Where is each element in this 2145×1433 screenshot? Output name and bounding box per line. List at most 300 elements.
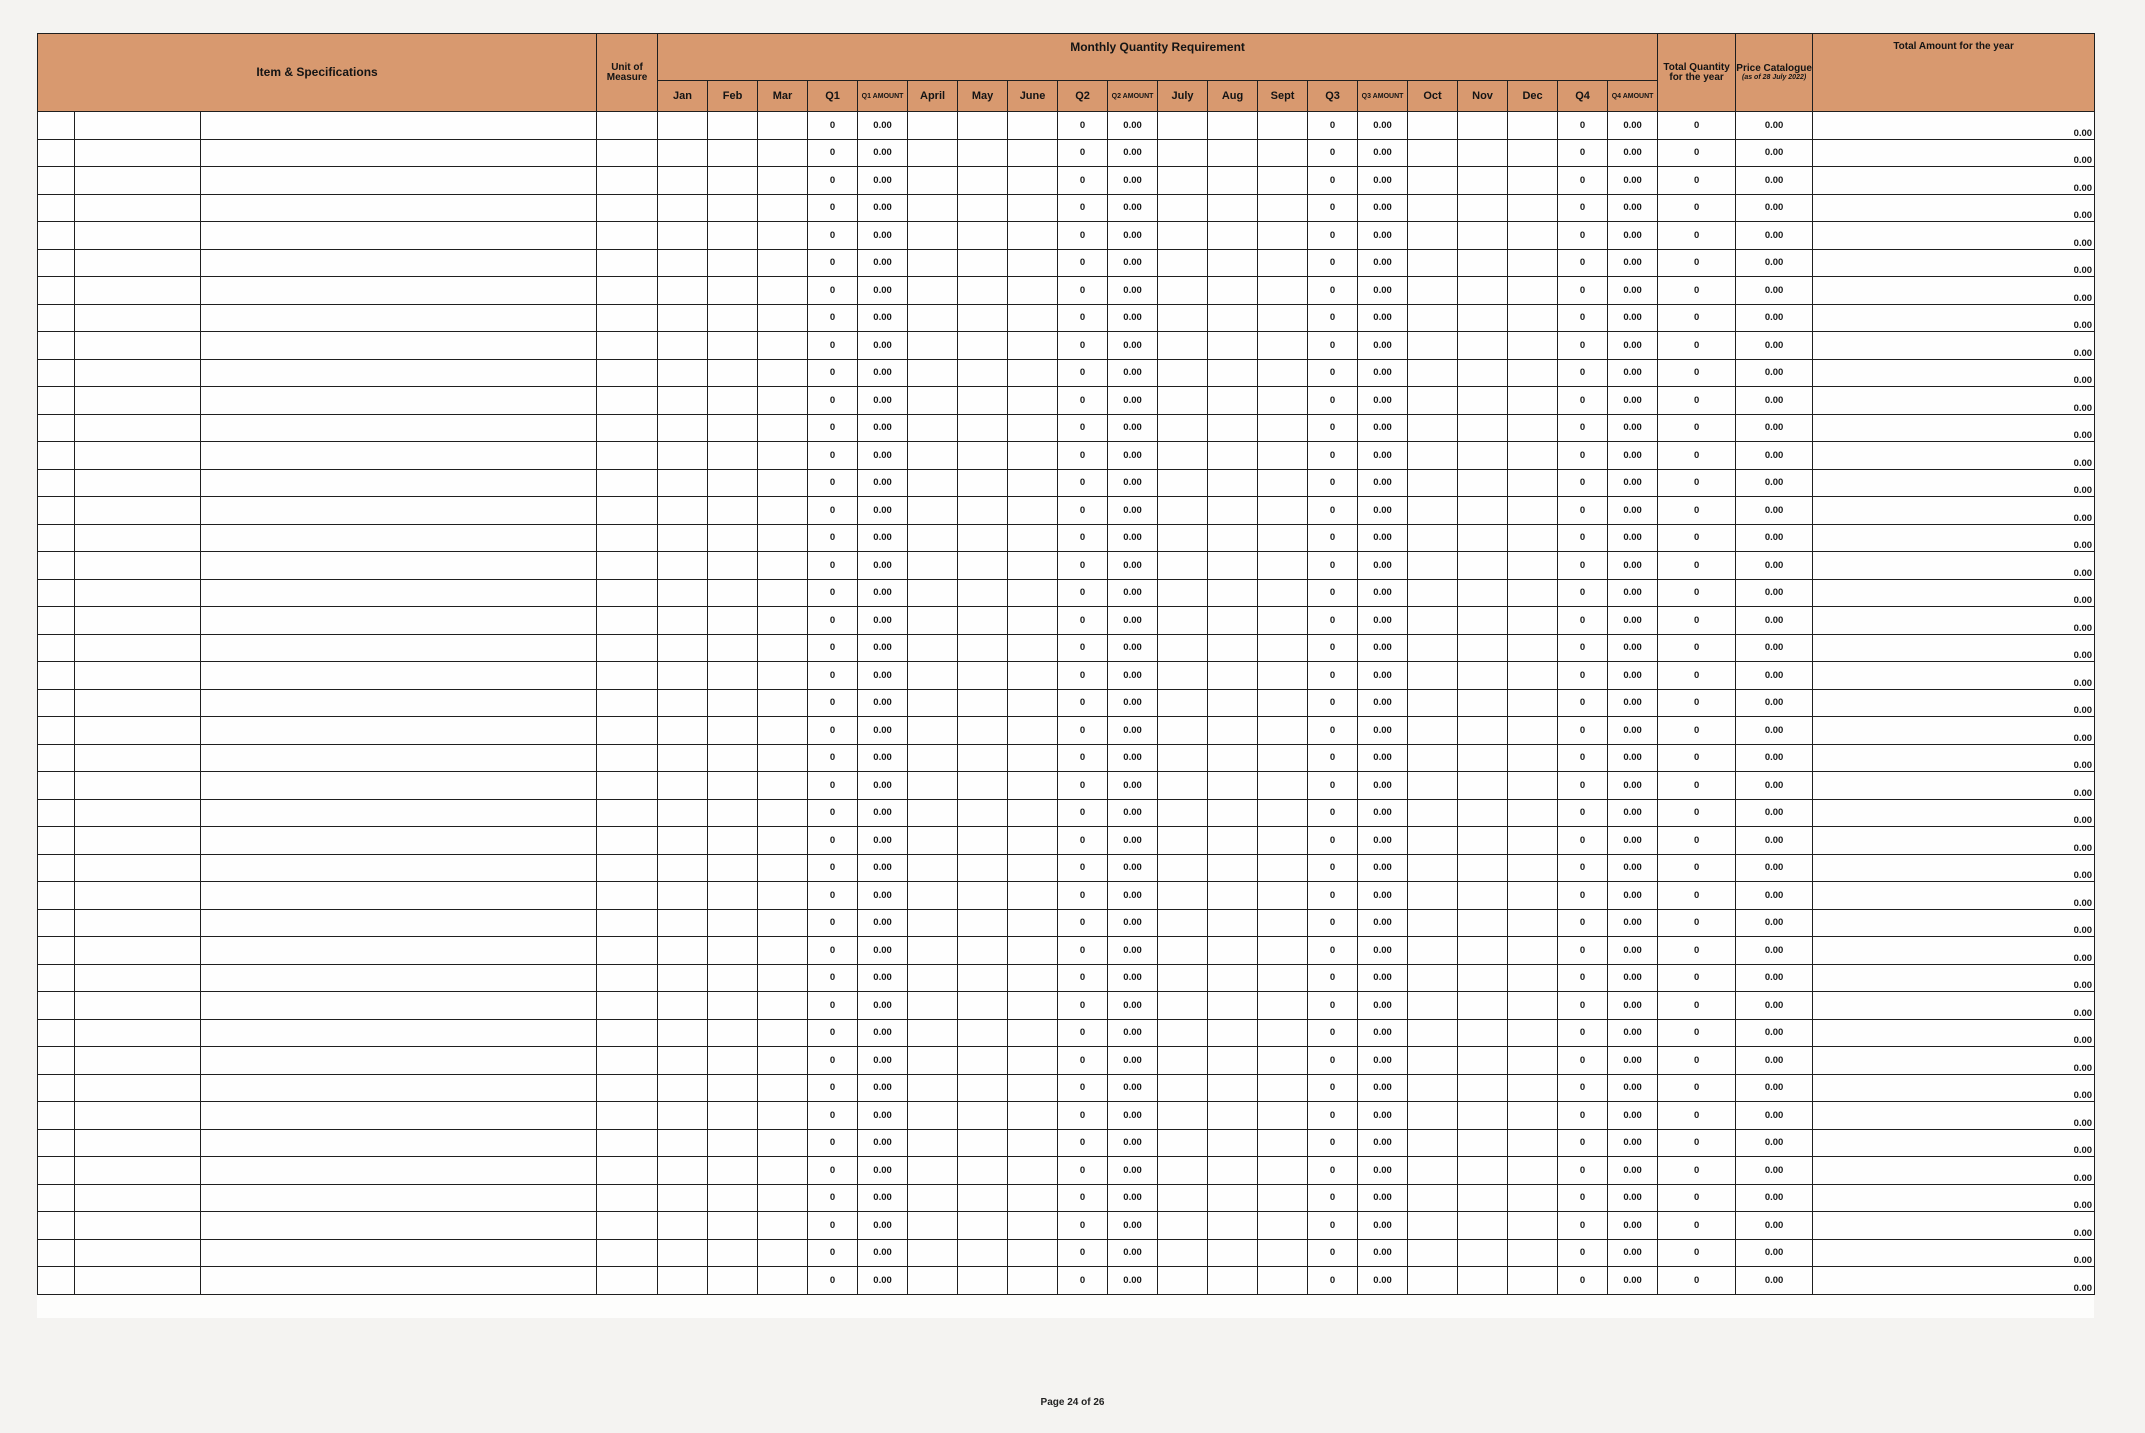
unit-cell[interactable] xyxy=(597,1157,658,1185)
oct-cell[interactable] xyxy=(1408,1184,1458,1212)
jan-cell[interactable] xyxy=(658,552,708,580)
jan-cell[interactable] xyxy=(658,799,708,827)
apr-cell[interactable] xyxy=(908,634,958,662)
row-number-cell[interactable] xyxy=(38,717,75,745)
nov-cell[interactable] xyxy=(1458,1074,1508,1102)
dec-cell[interactable] xyxy=(1508,1019,1558,1047)
jul-cell[interactable] xyxy=(1158,772,1208,800)
feb-cell[interactable] xyxy=(708,854,758,882)
apr-cell[interactable] xyxy=(908,854,958,882)
jul-cell[interactable] xyxy=(1158,249,1208,277)
may-cell[interactable] xyxy=(958,167,1008,195)
jan-cell[interactable] xyxy=(658,662,708,690)
may-cell[interactable] xyxy=(958,1184,1008,1212)
jan-cell[interactable] xyxy=(658,1102,708,1130)
sep-cell[interactable] xyxy=(1258,387,1308,415)
jan-cell[interactable] xyxy=(658,414,708,442)
mar-cell[interactable] xyxy=(758,964,808,992)
sep-cell[interactable] xyxy=(1258,964,1308,992)
mar-cell[interactable] xyxy=(758,414,808,442)
jan-cell[interactable] xyxy=(658,304,708,332)
row-number-cell[interactable] xyxy=(38,607,75,635)
unit-cell[interactable] xyxy=(597,717,658,745)
nov-cell[interactable] xyxy=(1458,1157,1508,1185)
jan-cell[interactable] xyxy=(658,469,708,497)
specification-cell[interactable] xyxy=(201,1129,597,1157)
jul-cell[interactable] xyxy=(1158,992,1208,1020)
unit-cell[interactable] xyxy=(597,497,658,525)
oct-cell[interactable] xyxy=(1408,799,1458,827)
specification-cell[interactable] xyxy=(201,854,597,882)
jun-cell[interactable] xyxy=(1008,909,1058,937)
aug-cell[interactable] xyxy=(1208,937,1258,965)
dec-cell[interactable] xyxy=(1508,607,1558,635)
feb-cell[interactable] xyxy=(708,1129,758,1157)
jan-cell[interactable] xyxy=(658,1212,708,1240)
jan-cell[interactable] xyxy=(658,387,708,415)
specification-cell[interactable] xyxy=(201,1239,597,1267)
nov-cell[interactable] xyxy=(1458,1129,1508,1157)
unit-cell[interactable] xyxy=(597,579,658,607)
mar-cell[interactable] xyxy=(758,662,808,690)
specification-cell[interactable] xyxy=(201,1267,597,1295)
specification-cell[interactable] xyxy=(201,882,597,910)
apr-cell[interactable] xyxy=(908,277,958,305)
row-number-cell[interactable] xyxy=(38,387,75,415)
aug-cell[interactable] xyxy=(1208,194,1258,222)
nov-cell[interactable] xyxy=(1458,497,1508,525)
nov-cell[interactable] xyxy=(1458,827,1508,855)
sep-cell[interactable] xyxy=(1258,717,1308,745)
jun-cell[interactable] xyxy=(1008,689,1058,717)
apr-cell[interactable] xyxy=(908,1019,958,1047)
unit-cell[interactable] xyxy=(597,304,658,332)
jul-cell[interactable] xyxy=(1158,1074,1208,1102)
unit-cell[interactable] xyxy=(597,469,658,497)
aug-cell[interactable] xyxy=(1208,1157,1258,1185)
item-code-cell[interactable] xyxy=(75,607,201,635)
aug-cell[interactable] xyxy=(1208,964,1258,992)
apr-cell[interactable] xyxy=(908,112,958,140)
nov-cell[interactable] xyxy=(1458,332,1508,360)
sep-cell[interactable] xyxy=(1258,277,1308,305)
feb-cell[interactable] xyxy=(708,249,758,277)
may-cell[interactable] xyxy=(958,1074,1008,1102)
nov-cell[interactable] xyxy=(1458,717,1508,745)
jun-cell[interactable] xyxy=(1008,772,1058,800)
jan-cell[interactable] xyxy=(658,937,708,965)
apr-cell[interactable] xyxy=(908,964,958,992)
jun-cell[interactable] xyxy=(1008,1267,1058,1295)
jan-cell[interactable] xyxy=(658,442,708,470)
nov-cell[interactable] xyxy=(1458,1267,1508,1295)
item-code-cell[interactable] xyxy=(75,249,201,277)
may-cell[interactable] xyxy=(958,469,1008,497)
jul-cell[interactable] xyxy=(1158,1212,1208,1240)
specification-cell[interactable] xyxy=(201,909,597,937)
aug-cell[interactable] xyxy=(1208,634,1258,662)
aug-cell[interactable] xyxy=(1208,854,1258,882)
specification-cell[interactable] xyxy=(201,772,597,800)
mar-cell[interactable] xyxy=(758,1019,808,1047)
dec-cell[interactable] xyxy=(1508,497,1558,525)
item-code-cell[interactable] xyxy=(75,1129,201,1157)
nov-cell[interactable] xyxy=(1458,909,1508,937)
may-cell[interactable] xyxy=(958,1157,1008,1185)
dec-cell[interactable] xyxy=(1508,112,1558,140)
feb-cell[interactable] xyxy=(708,964,758,992)
dec-cell[interactable] xyxy=(1508,772,1558,800)
jan-cell[interactable] xyxy=(658,1047,708,1075)
row-number-cell[interactable] xyxy=(38,249,75,277)
specification-cell[interactable] xyxy=(201,277,597,305)
apr-cell[interactable] xyxy=(908,304,958,332)
may-cell[interactable] xyxy=(958,552,1008,580)
apr-cell[interactable] xyxy=(908,909,958,937)
row-number-cell[interactable] xyxy=(38,277,75,305)
unit-cell[interactable] xyxy=(597,854,658,882)
mar-cell[interactable] xyxy=(758,249,808,277)
specification-cell[interactable] xyxy=(201,1102,597,1130)
sep-cell[interactable] xyxy=(1258,772,1308,800)
mar-cell[interactable] xyxy=(758,442,808,470)
feb-cell[interactable] xyxy=(708,1019,758,1047)
row-number-cell[interactable] xyxy=(38,579,75,607)
specification-cell[interactable] xyxy=(201,359,597,387)
row-number-cell[interactable] xyxy=(38,662,75,690)
nov-cell[interactable] xyxy=(1458,1019,1508,1047)
feb-cell[interactable] xyxy=(708,772,758,800)
oct-cell[interactable] xyxy=(1408,1239,1458,1267)
sep-cell[interactable] xyxy=(1258,689,1308,717)
dec-cell[interactable] xyxy=(1508,1212,1558,1240)
jan-cell[interactable] xyxy=(658,1019,708,1047)
item-code-cell[interactable] xyxy=(75,112,201,140)
may-cell[interactable] xyxy=(958,1019,1008,1047)
mar-cell[interactable] xyxy=(758,194,808,222)
apr-cell[interactable] xyxy=(908,662,958,690)
item-code-cell[interactable] xyxy=(75,964,201,992)
item-code-cell[interactable] xyxy=(75,1047,201,1075)
sep-cell[interactable] xyxy=(1258,442,1308,470)
dec-cell[interactable] xyxy=(1508,249,1558,277)
apr-cell[interactable] xyxy=(908,1239,958,1267)
oct-cell[interactable] xyxy=(1408,277,1458,305)
specification-cell[interactable] xyxy=(201,387,597,415)
unit-cell[interactable] xyxy=(597,112,658,140)
unit-cell[interactable] xyxy=(597,222,658,250)
apr-cell[interactable] xyxy=(908,1047,958,1075)
specification-cell[interactable] xyxy=(201,442,597,470)
jul-cell[interactable] xyxy=(1158,634,1208,662)
oct-cell[interactable] xyxy=(1408,1047,1458,1075)
feb-cell[interactable] xyxy=(708,909,758,937)
jan-cell[interactable] xyxy=(658,332,708,360)
may-cell[interactable] xyxy=(958,992,1008,1020)
apr-cell[interactable] xyxy=(908,249,958,277)
aug-cell[interactable] xyxy=(1208,359,1258,387)
mar-cell[interactable] xyxy=(758,1129,808,1157)
mar-cell[interactable] xyxy=(758,1102,808,1130)
unit-cell[interactable] xyxy=(597,139,658,167)
feb-cell[interactable] xyxy=(708,1184,758,1212)
jul-cell[interactable] xyxy=(1158,524,1208,552)
jan-cell[interactable] xyxy=(658,249,708,277)
jun-cell[interactable] xyxy=(1008,552,1058,580)
oct-cell[interactable] xyxy=(1408,662,1458,690)
dec-cell[interactable] xyxy=(1508,1184,1558,1212)
row-number-cell[interactable] xyxy=(38,1239,75,1267)
aug-cell[interactable] xyxy=(1208,827,1258,855)
row-number-cell[interactable] xyxy=(38,222,75,250)
item-code-cell[interactable] xyxy=(75,1239,201,1267)
nov-cell[interactable] xyxy=(1458,1102,1508,1130)
specification-cell[interactable] xyxy=(201,662,597,690)
oct-cell[interactable] xyxy=(1408,524,1458,552)
apr-cell[interactable] xyxy=(908,167,958,195)
sep-cell[interactable] xyxy=(1258,744,1308,772)
dec-cell[interactable] xyxy=(1508,414,1558,442)
unit-cell[interactable] xyxy=(597,1074,658,1102)
sep-cell[interactable] xyxy=(1258,799,1308,827)
oct-cell[interactable] xyxy=(1408,194,1458,222)
mar-cell[interactable] xyxy=(758,112,808,140)
jul-cell[interactable] xyxy=(1158,112,1208,140)
sep-cell[interactable] xyxy=(1258,359,1308,387)
jun-cell[interactable] xyxy=(1008,524,1058,552)
mar-cell[interactable] xyxy=(758,689,808,717)
may-cell[interactable] xyxy=(958,607,1008,635)
specification-cell[interactable] xyxy=(201,332,597,360)
specification-cell[interactable] xyxy=(201,992,597,1020)
unit-cell[interactable] xyxy=(597,167,658,195)
nov-cell[interactable] xyxy=(1458,772,1508,800)
oct-cell[interactable] xyxy=(1408,359,1458,387)
nov-cell[interactable] xyxy=(1458,304,1508,332)
jun-cell[interactable] xyxy=(1008,1212,1058,1240)
jan-cell[interactable] xyxy=(658,717,708,745)
item-code-cell[interactable] xyxy=(75,1184,201,1212)
specification-cell[interactable] xyxy=(201,167,597,195)
aug-cell[interactable] xyxy=(1208,112,1258,140)
item-code-cell[interactable] xyxy=(75,854,201,882)
jun-cell[interactable] xyxy=(1008,579,1058,607)
mar-cell[interactable] xyxy=(758,1047,808,1075)
may-cell[interactable] xyxy=(958,1102,1008,1130)
jun-cell[interactable] xyxy=(1008,634,1058,662)
jun-cell[interactable] xyxy=(1008,964,1058,992)
jul-cell[interactable] xyxy=(1158,414,1208,442)
nov-cell[interactable] xyxy=(1458,882,1508,910)
jan-cell[interactable] xyxy=(658,827,708,855)
jun-cell[interactable] xyxy=(1008,882,1058,910)
dec-cell[interactable] xyxy=(1508,524,1558,552)
dec-cell[interactable] xyxy=(1508,194,1558,222)
feb-cell[interactable] xyxy=(708,992,758,1020)
apr-cell[interactable] xyxy=(908,414,958,442)
may-cell[interactable] xyxy=(958,442,1008,470)
item-code-cell[interactable] xyxy=(75,662,201,690)
mar-cell[interactable] xyxy=(758,1074,808,1102)
mar-cell[interactable] xyxy=(758,827,808,855)
jun-cell[interactable] xyxy=(1008,167,1058,195)
row-number-cell[interactable] xyxy=(38,442,75,470)
aug-cell[interactable] xyxy=(1208,249,1258,277)
jan-cell[interactable] xyxy=(658,359,708,387)
specification-cell[interactable] xyxy=(201,964,597,992)
unit-cell[interactable] xyxy=(597,387,658,415)
may-cell[interactable] xyxy=(958,194,1008,222)
nov-cell[interactable] xyxy=(1458,552,1508,580)
unit-cell[interactable] xyxy=(597,442,658,470)
mar-cell[interactable] xyxy=(758,1184,808,1212)
aug-cell[interactable] xyxy=(1208,1267,1258,1295)
mar-cell[interactable] xyxy=(758,139,808,167)
oct-cell[interactable] xyxy=(1408,1019,1458,1047)
sep-cell[interactable] xyxy=(1258,194,1308,222)
jun-cell[interactable] xyxy=(1008,359,1058,387)
feb-cell[interactable] xyxy=(708,1047,758,1075)
unit-cell[interactable] xyxy=(597,964,658,992)
sep-cell[interactable] xyxy=(1258,552,1308,580)
nov-cell[interactable] xyxy=(1458,964,1508,992)
nov-cell[interactable] xyxy=(1458,139,1508,167)
item-code-cell[interactable] xyxy=(75,222,201,250)
nov-cell[interactable] xyxy=(1458,469,1508,497)
feb-cell[interactable] xyxy=(708,799,758,827)
jul-cell[interactable] xyxy=(1158,304,1208,332)
unit-cell[interactable] xyxy=(597,799,658,827)
feb-cell[interactable] xyxy=(708,1267,758,1295)
jul-cell[interactable] xyxy=(1158,222,1208,250)
jun-cell[interactable] xyxy=(1008,992,1058,1020)
aug-cell[interactable] xyxy=(1208,497,1258,525)
item-code-cell[interactable] xyxy=(75,139,201,167)
row-number-cell[interactable] xyxy=(38,1267,75,1295)
row-number-cell[interactable] xyxy=(38,854,75,882)
mar-cell[interactable] xyxy=(758,387,808,415)
row-number-cell[interactable] xyxy=(38,1129,75,1157)
jul-cell[interactable] xyxy=(1158,139,1208,167)
unit-cell[interactable] xyxy=(597,1102,658,1130)
apr-cell[interactable] xyxy=(908,717,958,745)
nov-cell[interactable] xyxy=(1458,1047,1508,1075)
jun-cell[interactable] xyxy=(1008,827,1058,855)
oct-cell[interactable] xyxy=(1408,579,1458,607)
mar-cell[interactable] xyxy=(758,854,808,882)
mar-cell[interactable] xyxy=(758,469,808,497)
nov-cell[interactable] xyxy=(1458,744,1508,772)
may-cell[interactable] xyxy=(958,1212,1008,1240)
nov-cell[interactable] xyxy=(1458,1239,1508,1267)
item-code-cell[interactable] xyxy=(75,332,201,360)
oct-cell[interactable] xyxy=(1408,1102,1458,1130)
jan-cell[interactable] xyxy=(658,854,708,882)
sep-cell[interactable] xyxy=(1258,1184,1308,1212)
jan-cell[interactable] xyxy=(658,112,708,140)
may-cell[interactable] xyxy=(958,854,1008,882)
jan-cell[interactable] xyxy=(658,194,708,222)
nov-cell[interactable] xyxy=(1458,359,1508,387)
may-cell[interactable] xyxy=(958,249,1008,277)
feb-cell[interactable] xyxy=(708,304,758,332)
row-number-cell[interactable] xyxy=(38,552,75,580)
item-code-cell[interactable] xyxy=(75,414,201,442)
mar-cell[interactable] xyxy=(758,497,808,525)
unit-cell[interactable] xyxy=(597,607,658,635)
feb-cell[interactable] xyxy=(708,332,758,360)
nov-cell[interactable] xyxy=(1458,222,1508,250)
jan-cell[interactable] xyxy=(658,1267,708,1295)
unit-cell[interactable] xyxy=(597,1212,658,1240)
item-code-cell[interactable] xyxy=(75,277,201,305)
may-cell[interactable] xyxy=(958,222,1008,250)
nov-cell[interactable] xyxy=(1458,937,1508,965)
nov-cell[interactable] xyxy=(1458,1212,1508,1240)
item-code-cell[interactable] xyxy=(75,387,201,415)
apr-cell[interactable] xyxy=(908,1212,958,1240)
sep-cell[interactable] xyxy=(1258,882,1308,910)
jul-cell[interactable] xyxy=(1158,964,1208,992)
mar-cell[interactable] xyxy=(758,277,808,305)
row-number-cell[interactable] xyxy=(38,1184,75,1212)
feb-cell[interactable] xyxy=(708,387,758,415)
item-code-cell[interactable] xyxy=(75,497,201,525)
nov-cell[interactable] xyxy=(1458,524,1508,552)
dec-cell[interactable] xyxy=(1508,359,1558,387)
nov-cell[interactable] xyxy=(1458,662,1508,690)
unit-cell[interactable] xyxy=(597,1267,658,1295)
unit-cell[interactable] xyxy=(597,414,658,442)
row-number-cell[interactable] xyxy=(38,964,75,992)
apr-cell[interactable] xyxy=(908,1129,958,1157)
specification-cell[interactable] xyxy=(201,552,597,580)
apr-cell[interactable] xyxy=(908,772,958,800)
row-number-cell[interactable] xyxy=(38,799,75,827)
jul-cell[interactable] xyxy=(1158,1184,1208,1212)
sep-cell[interactable] xyxy=(1258,222,1308,250)
mar-cell[interactable] xyxy=(758,799,808,827)
specification-cell[interactable] xyxy=(201,717,597,745)
oct-cell[interactable] xyxy=(1408,827,1458,855)
row-number-cell[interactable] xyxy=(38,414,75,442)
dec-cell[interactable] xyxy=(1508,799,1558,827)
nov-cell[interactable] xyxy=(1458,167,1508,195)
specification-cell[interactable] xyxy=(201,1019,597,1047)
aug-cell[interactable] xyxy=(1208,1129,1258,1157)
may-cell[interactable] xyxy=(958,662,1008,690)
mar-cell[interactable] xyxy=(758,882,808,910)
specification-cell[interactable] xyxy=(201,799,597,827)
aug-cell[interactable] xyxy=(1208,524,1258,552)
oct-cell[interactable] xyxy=(1408,1074,1458,1102)
dec-cell[interactable] xyxy=(1508,744,1558,772)
unit-cell[interactable] xyxy=(597,552,658,580)
oct-cell[interactable] xyxy=(1408,469,1458,497)
jul-cell[interactable] xyxy=(1158,854,1208,882)
oct-cell[interactable] xyxy=(1408,992,1458,1020)
aug-cell[interactable] xyxy=(1208,552,1258,580)
aug-cell[interactable] xyxy=(1208,167,1258,195)
apr-cell[interactable] xyxy=(908,579,958,607)
sep-cell[interactable] xyxy=(1258,579,1308,607)
specification-cell[interactable] xyxy=(201,1184,597,1212)
apr-cell[interactable] xyxy=(908,469,958,497)
oct-cell[interactable] xyxy=(1408,854,1458,882)
jan-cell[interactable] xyxy=(658,607,708,635)
aug-cell[interactable] xyxy=(1208,1074,1258,1102)
aug-cell[interactable] xyxy=(1208,277,1258,305)
